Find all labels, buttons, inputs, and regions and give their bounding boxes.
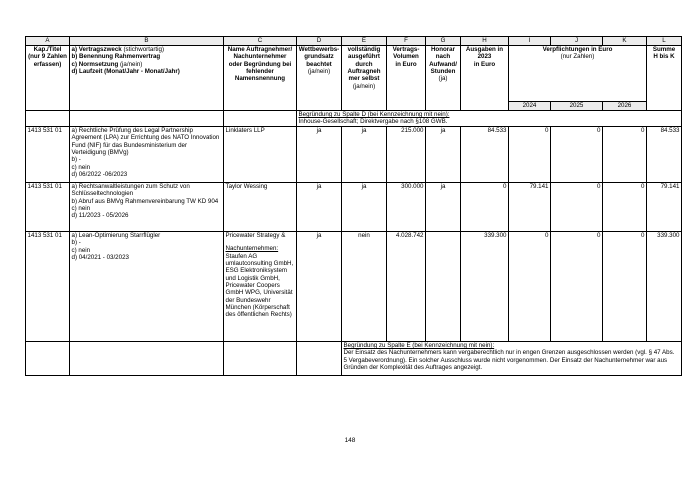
row-desc: a) Lean-Optimierung Starrflügler b) - c) nein d) 04/2021 - 03/2023	[70, 232, 224, 342]
row-2026: 0	[603, 183, 647, 232]
row-nachunternehmen-text: Staufen AG umlautconsulting GmbH, ESG Elektroniksystem und Logistik GmbH, Pricewater Coopers GmbH WPG, Universität der Bundeswehr München (Körperschaft des öffentlichen Rechts)	[225, 252, 294, 319]
col-letter-i: I	[509, 37, 551, 46]
col-letter-l: L	[647, 37, 682, 46]
header-honorar-title: Honorar nach Aufwand/ Stunden	[429, 46, 457, 75]
header-vertrag	[70, 46, 224, 111]
begruendung-d-row	[26, 111, 682, 127]
empty-cell	[70, 111, 224, 127]
year-2024: 2024	[509, 102, 551, 111]
row-wettbewerb: ja	[297, 183, 342, 232]
table-row	[26, 232, 682, 342]
col-letter-b: B	[70, 37, 224, 46]
row-summe: 84.533	[647, 127, 682, 183]
empty-cell	[70, 342, 224, 376]
row-2025: 0	[551, 232, 603, 342]
row-volumen: 4.028.742	[387, 232, 426, 342]
begruendung-e-row	[26, 342, 682, 376]
contracts-table	[25, 36, 682, 376]
header-ausgefuehrt-note: (ja/nein)	[352, 82, 376, 90]
row-nachunternehmen-label: Nachunternehmen:	[225, 245, 279, 253]
row-ausgefuehrt: ja	[342, 183, 387, 232]
row-2025: 0	[551, 127, 603, 183]
row-kap: 1413 531 01	[26, 232, 70, 342]
year-2025: 2025	[551, 102, 603, 111]
col-letter-g: G	[426, 37, 461, 46]
row-honorar: ja	[426, 183, 461, 232]
header-verpflichtungen-title: Verpflichtungen in Euro	[542, 46, 613, 53]
row-name: Taylor Wessing	[224, 183, 297, 232]
col-letter-f: F	[387, 37, 426, 46]
row-honorar	[426, 232, 461, 342]
header-verpflichtungen-note: (nur Zahlen)	[560, 53, 595, 61]
begruendung-e-title: Begründung zu Spalte E (bei Kennzeichnung mit nein):	[343, 342, 495, 349]
row-ausgaben: 339.300	[461, 232, 509, 342]
row-volumen: 215.000	[387, 127, 426, 183]
row-volumen: 300.000	[387, 183, 426, 232]
header-laufzeit: d) Laufzeit (Monat/Jahr - Monat/Jahr)	[71, 67, 180, 75]
page-number: 148	[344, 437, 356, 444]
col-letter-c: C	[224, 37, 297, 46]
header-wettbewerb-title: Wettbewerbs- grundsatz beachtet	[298, 46, 340, 68]
empty-cell	[224, 111, 297, 127]
col-letter-h: H	[461, 37, 509, 46]
table-row	[26, 127, 682, 183]
col-letter-k: K	[603, 37, 647, 46]
row-kap: 1413 531 01	[26, 127, 70, 183]
row-honorar: ja	[426, 127, 461, 183]
empty-cell	[297, 342, 342, 376]
begruendung-e	[342, 342, 682, 376]
header-volumen: Vertrags- Volumen in Euro	[387, 46, 426, 111]
header-kap-titel: Kap./Titel (nur 9 Zahlen erfassen)	[26, 46, 70, 111]
row-name: Linklaters LLP	[224, 127, 297, 183]
row-ausgefuehrt: nein	[342, 232, 387, 342]
empty-cell	[26, 111, 70, 127]
header-auftragnehmer: Name Auftragnehmer/ Nachunternehmer oder Begründung bei fehlender Namensnennung	[224, 46, 297, 111]
row-desc: a) Rechtliche Prüfung des Legal Partnership Agreement (LPA) zur Errichtung des NATO Innovation Fund (NIF) für das Bundesministerium der Verteidigung (BMVg) b) - c) nein d) 06/2022 -06/2023	[70, 127, 224, 183]
row-ausgaben: 0	[461, 183, 509, 232]
row-2024: 79.141	[509, 183, 551, 232]
header-ausgaben: Ausgaben in 2023 in Euro	[461, 46, 509, 111]
col-letter-j: J	[551, 37, 603, 46]
empty-cell	[26, 342, 70, 376]
row-desc: a) Rechtsanwaltleistungen zum Schutz von Schlüsseltechnologien b) Abruf aus BMVg Rahmenvereinbarung TW KD 904 c) nein d) 11/2023 - 05/2026	[70, 183, 224, 232]
row-wettbewerb: ja	[297, 127, 342, 183]
row-2024: 0	[509, 232, 551, 342]
row-kap: 1413 531 01	[26, 183, 70, 232]
header-normsetzung-note: (ja/nein)	[120, 60, 143, 68]
header-honorar-note: (ja)	[438, 75, 448, 83]
row-summe: 339.300	[647, 232, 682, 342]
year-2026: 2026	[603, 102, 647, 111]
col-letter-e: E	[342, 37, 387, 46]
begruendung-d-title: Begründung zu Spalte D (bei Kennzeichnung mit nein):	[298, 111, 450, 118]
begruendung-e-text: Der Einsatz des Nachunternehmers kann vergaberechtlich nur in engen Grenzen ausgeschlossen werden (vgl. § 47 Abs. 5 Vergabeverordnung). Ein solcher Ausschluss wurde nicht vorgenommen. Der Einsatz der Nachunternehmer war aus Gründen der Komplexität des Auftrages angezeigt.	[343, 349, 675, 371]
row-name	[224, 232, 297, 342]
row-name-main: Pricewater Strategy &	[225, 232, 286, 239]
header-normsetzung: c) Normsetzung	[71, 60, 119, 68]
header-wettbewerb	[297, 46, 342, 111]
header-ausgefuehrt	[342, 46, 387, 111]
row-ausgaben: 84.533	[461, 127, 509, 183]
row-2026: 0	[603, 127, 647, 183]
header-summe: Summe H bis K	[647, 46, 682, 111]
row-ausgefuehrt: ja	[342, 127, 387, 183]
header-rahmenvertrag: b) Benennung Rahmenvertrag	[71, 53, 161, 61]
header-vertragszweck: a) Vertragszweck	[71, 46, 122, 53]
col-letter-a: A	[26, 37, 70, 46]
row-2024: 0	[509, 127, 551, 183]
col-letter-d: D	[297, 37, 342, 46]
begruendung-d-text: Inhouse-Gesellschaft; Direktvergabe nach §108 GWB.	[298, 118, 448, 126]
header-wettbewerb-note: (ja/nein)	[307, 67, 331, 75]
row-2026: 0	[603, 232, 647, 342]
row-summe: 79.141	[647, 183, 682, 232]
header-honorar	[426, 46, 461, 111]
table-row	[26, 183, 682, 232]
empty-cell	[224, 342, 297, 376]
row-wettbewerb: ja	[297, 232, 342, 342]
begruendung-d	[297, 111, 682, 127]
row-2025: 0	[551, 183, 603, 232]
header-verpflichtungen	[509, 46, 647, 102]
header-row	[26, 46, 682, 102]
column-letter-row	[26, 37, 682, 46]
header-vertragszweck-note: (stichwortartig)	[123, 46, 165, 53]
header-ausgefuehrt-title: vollständig ausgeführt durch Auftragneh mer selbst	[347, 46, 381, 83]
